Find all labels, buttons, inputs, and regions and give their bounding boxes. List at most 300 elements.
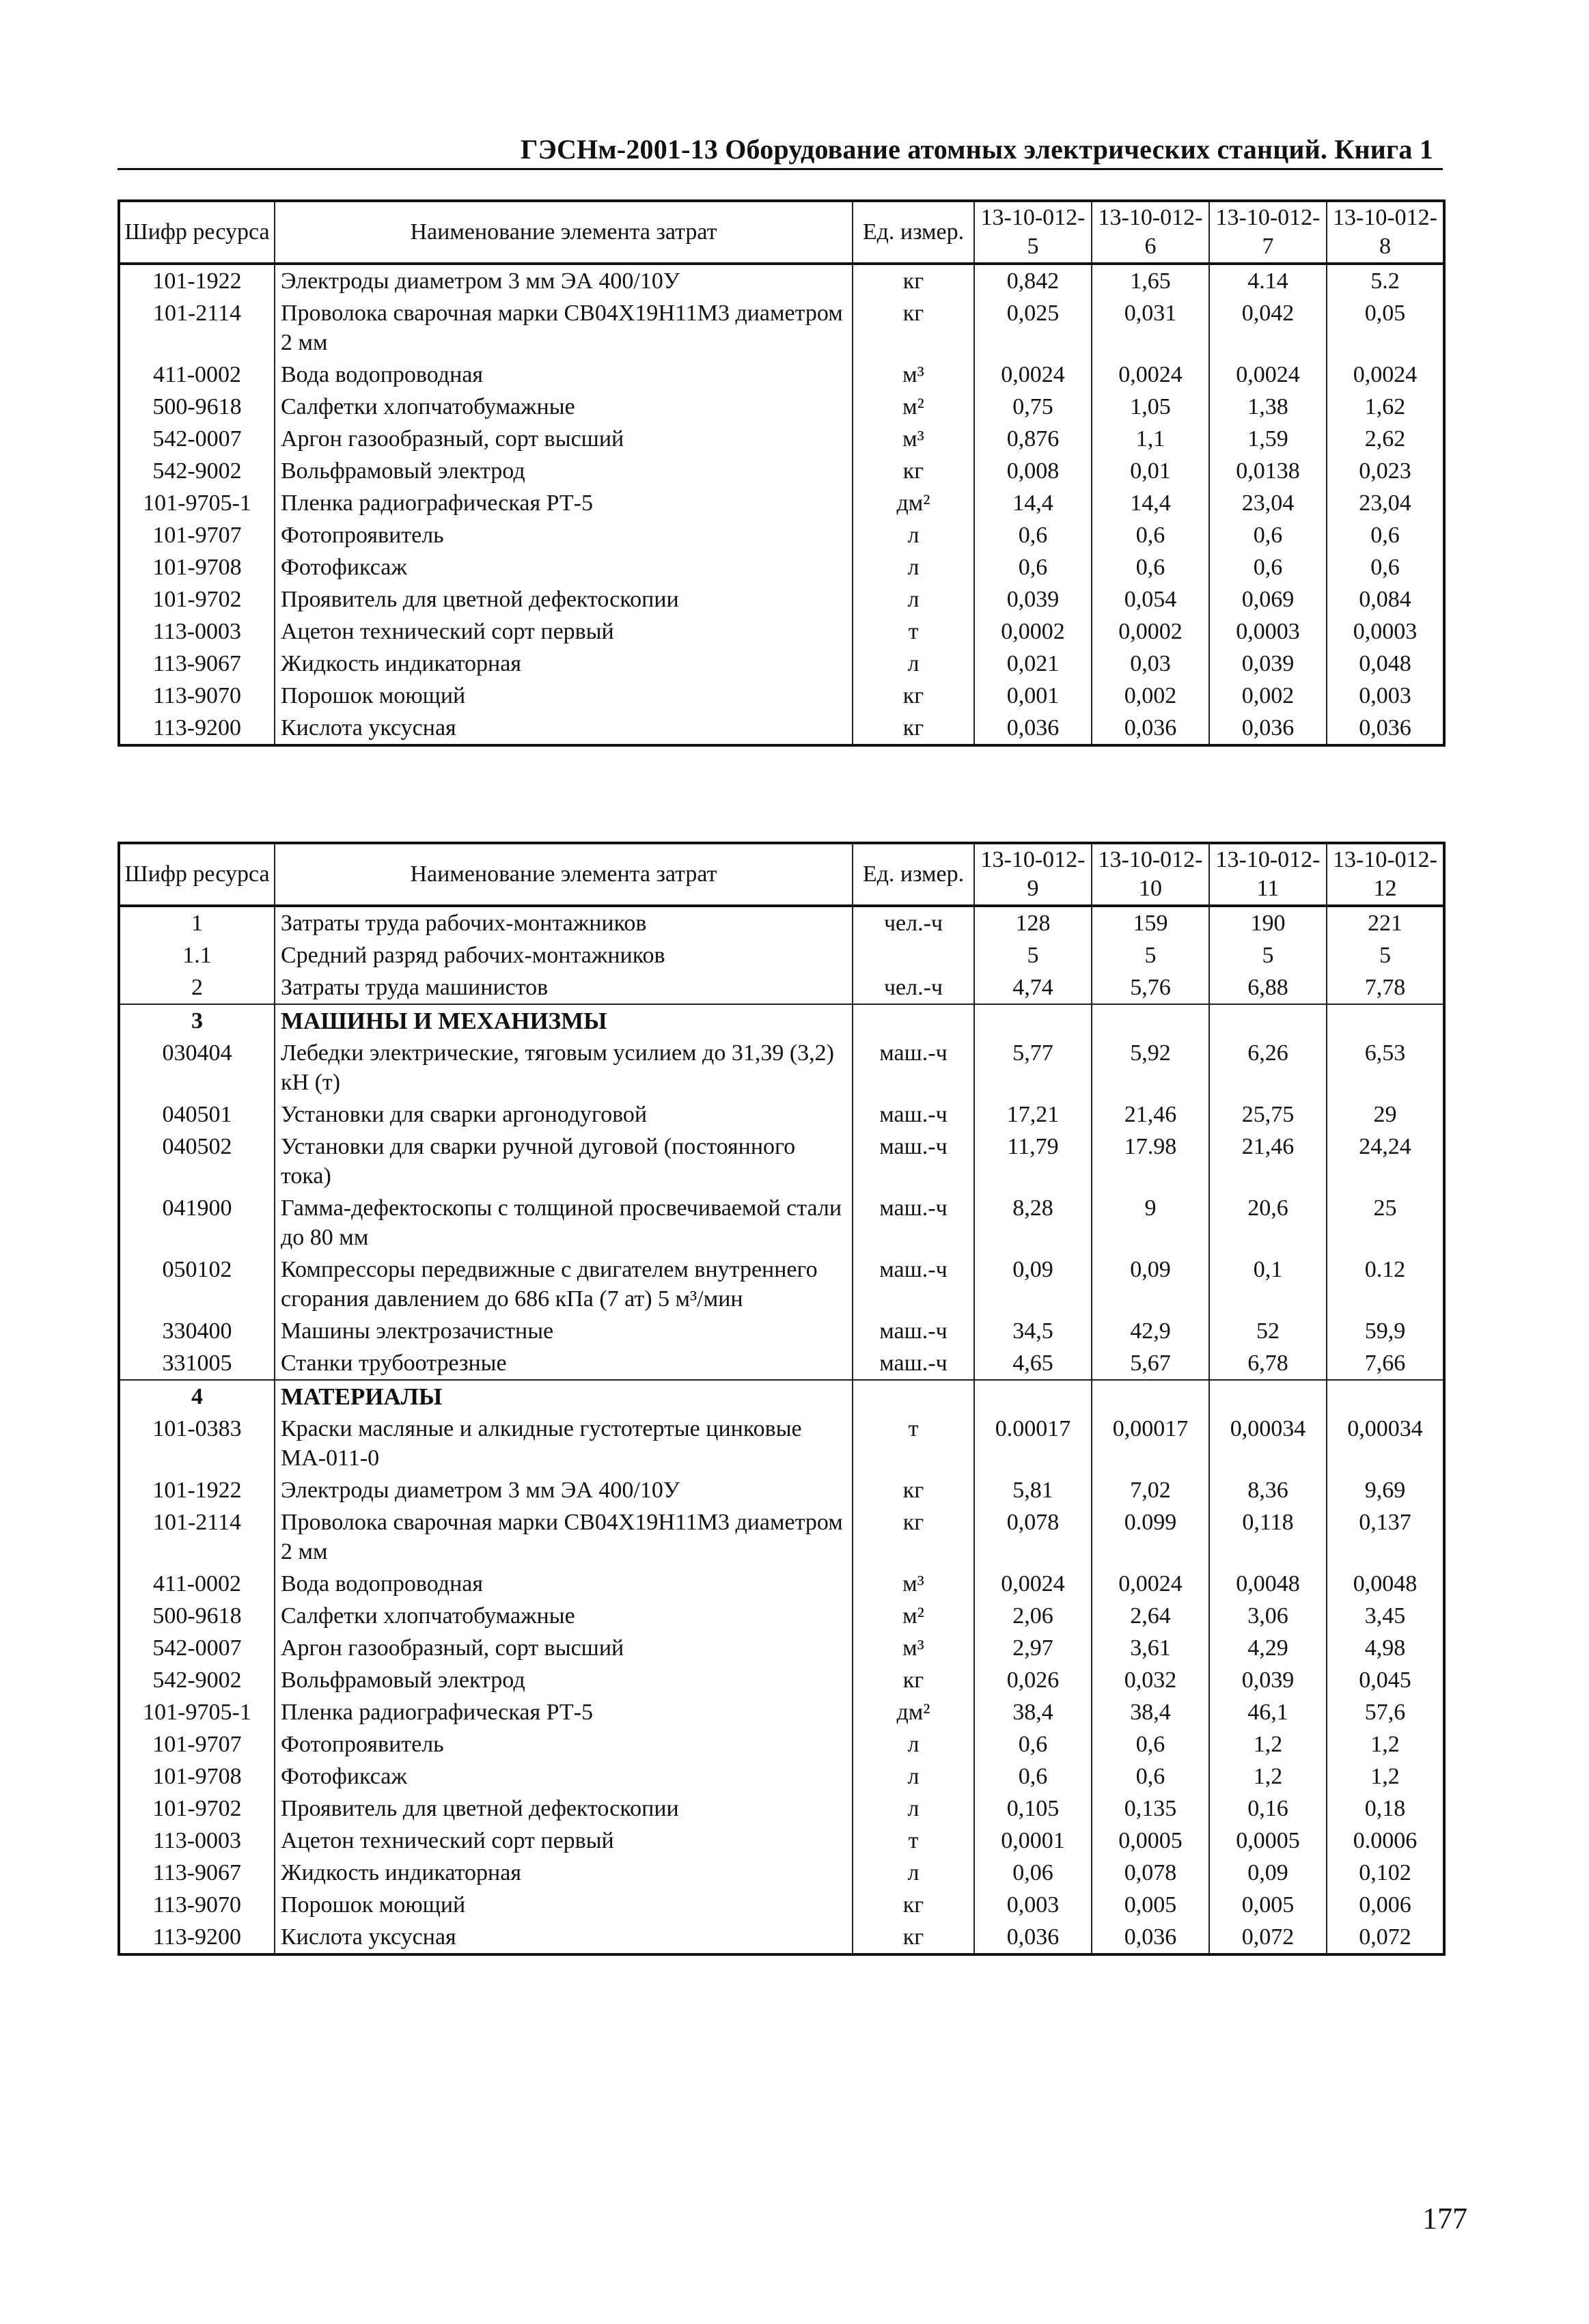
resource-code-cell: 101-2114 (119, 1506, 275, 1568)
value-cell: 0,0024 (974, 359, 1092, 391)
resource-name-cell: Проявитель для цветной дефектоскопии (275, 1793, 853, 1825)
value-cell (1209, 1004, 1327, 1037)
table-row (119, 1347, 1444, 1380)
value-cell: 5,77 (974, 1037, 1092, 1098)
column-header-name: Наименование элемента затрат (275, 201, 853, 264)
table-row (119, 1889, 1444, 1921)
unit-cell: л (853, 1793, 974, 1825)
value-cell: 2,06 (974, 1600, 1092, 1632)
unit-cell: кг (853, 455, 974, 487)
unit-cell: дм² (853, 487, 974, 519)
unit-cell: т (853, 1413, 974, 1474)
value-cell: 0,0003 (1209, 615, 1327, 648)
resource-code-cell: 101-9705-1 (119, 1696, 275, 1728)
value-cell: 0,0024 (1092, 1568, 1209, 1600)
value-cell: 0,6 (1092, 519, 1209, 551)
value-cell: 5 (1092, 939, 1209, 971)
table-row (119, 1315, 1444, 1347)
value-cell: 0,036 (974, 1921, 1092, 1954)
resource-code-cell: 4 (119, 1380, 275, 1413)
unit-cell: т (853, 1825, 974, 1857)
resource-name-cell: Компрессоры передвижные с двигателем внутреннего сгорания давлением до 686 кПа (7 ат) 5 м³/мин (275, 1254, 853, 1315)
value-cell: 0,1 (1209, 1254, 1327, 1315)
table-row (119, 1728, 1444, 1760)
value-cell: 17.98 (1092, 1131, 1209, 1192)
section-row (119, 1004, 1444, 1037)
value-cell: 42,9 (1092, 1315, 1209, 1347)
table-row (119, 1192, 1444, 1254)
value-cell: 1,38 (1209, 391, 1327, 423)
column-header-code: Шифр ресурса (119, 843, 275, 906)
value-cell: 11,79 (974, 1131, 1092, 1192)
value-cell: 4.14 (1209, 264, 1327, 297)
resource-name-cell: Краски масляные и алкидные густотертые цинковые МА-011-0 (275, 1413, 853, 1474)
value-cell: 0,09 (974, 1254, 1092, 1315)
table-row (119, 1600, 1444, 1632)
resource-code-cell: 030404 (119, 1037, 275, 1098)
unit-cell: м³ (853, 1632, 974, 1664)
resource-name-cell: Пленка радиографическая РТ-5 (275, 1696, 853, 1728)
unit-cell: л (853, 1760, 974, 1793)
table-row (119, 1760, 1444, 1793)
value-cell: 24,24 (1327, 1131, 1444, 1192)
resource-code-cell: 500-9618 (119, 1600, 275, 1632)
resource-code-cell: 040502 (119, 1131, 275, 1192)
value-cell: 7,02 (1092, 1474, 1209, 1506)
resource-code-cell: 411-0002 (119, 359, 275, 391)
value-cell: 52 (1209, 1315, 1327, 1347)
resource-code-cell: 101-9705-1 (119, 487, 275, 519)
resource-name-cell: Жидкость индикаторная (275, 648, 853, 680)
unit-cell (853, 1380, 974, 1413)
value-cell: 0,0024 (1092, 359, 1209, 391)
resource-code-cell: 101-9707 (119, 1728, 275, 1760)
value-cell: 0,0048 (1327, 1568, 1444, 1600)
value-cell: 8,28 (974, 1192, 1092, 1254)
unit-cell: м² (853, 391, 974, 423)
resource-code-cell: 2 (119, 971, 275, 1004)
unit-cell: кг (853, 297, 974, 359)
resource-name-cell: Электроды диаметром 3 мм ЭА 400/10У (275, 1474, 853, 1506)
table-row (119, 1098, 1444, 1131)
table-row (119, 906, 1444, 939)
column-header-norm: 13-10-012-9 (974, 843, 1092, 906)
value-cell: 0,06 (974, 1857, 1092, 1889)
value-cell: 0,003 (1327, 680, 1444, 712)
value-cell: 1,2 (1327, 1728, 1444, 1760)
unit-cell: м³ (853, 359, 974, 391)
value-cell: 5 (1209, 939, 1327, 971)
value-cell: 20,6 (1209, 1192, 1327, 1254)
table-row (119, 423, 1444, 455)
value-cell: 1,05 (1092, 391, 1209, 423)
value-cell: 0,048 (1327, 648, 1444, 680)
resource-name-cell: Ацетон технический сорт первый (275, 615, 853, 648)
unit-cell: м² (853, 1600, 974, 1632)
value-cell: 0,078 (1092, 1857, 1209, 1889)
resource-code-cell: 3 (119, 1004, 275, 1037)
value-cell: 3,61 (1092, 1632, 1209, 1664)
value-cell: 0,045 (1327, 1664, 1444, 1696)
table-row (119, 939, 1444, 971)
value-cell: 0,002 (1092, 680, 1209, 712)
unit-cell: чел.-ч (853, 971, 974, 1004)
value-cell: 0,026 (974, 1664, 1092, 1696)
value-cell: 0,00017 (1092, 1413, 1209, 1474)
value-cell: 0,6 (1209, 551, 1327, 583)
value-cell: 59,9 (1327, 1315, 1444, 1347)
resource-code-cell: 101-9708 (119, 551, 275, 583)
table-row (119, 455, 1444, 487)
unit-cell: л (853, 583, 974, 615)
table-row (119, 1506, 1444, 1568)
table-row (119, 615, 1444, 648)
value-cell: 128 (974, 906, 1092, 939)
resource-code-cell: 1.1 (119, 939, 275, 971)
value-cell: 0,032 (1092, 1664, 1209, 1696)
resource-name-cell: Пленка радиографическая РТ-5 (275, 487, 853, 519)
value-cell: 0,01 (1092, 455, 1209, 487)
resource-name-cell: Фотопроявитель (275, 519, 853, 551)
value-cell: 0,00034 (1327, 1413, 1444, 1474)
value-cell: 25,75 (1209, 1098, 1327, 1131)
section-row (119, 1380, 1444, 1413)
unit-cell: кг (853, 1921, 974, 1954)
value-cell: 2,62 (1327, 423, 1444, 455)
value-cell: 0,054 (1092, 583, 1209, 615)
resource-name-cell: Средний разряд рабочих-монтажников (275, 939, 853, 971)
value-cell: 0,005 (1209, 1889, 1327, 1921)
value-cell: 0,0003 (1327, 615, 1444, 648)
resource-code-cell: 1 (119, 906, 275, 939)
value-cell: 0,023 (1327, 455, 1444, 487)
resource-name-cell: Гамма-дефектоскопы с толщиной просвечиваемой стали до 80 мм (275, 1192, 853, 1254)
resource-code-cell: 542-9002 (119, 455, 275, 487)
value-cell: 57,6 (1327, 1696, 1444, 1728)
table-row (119, 297, 1444, 359)
resource-name-cell: Жидкость индикаторная (275, 1857, 853, 1889)
table-row (119, 1857, 1444, 1889)
table-row (119, 583, 1444, 615)
value-cell: 0,072 (1327, 1921, 1444, 1954)
table-row (119, 1568, 1444, 1600)
resource-name-cell: Фотофиксаж (275, 551, 853, 583)
resource-name-cell: МАШИНЫ И МЕХАНИЗМЫ (275, 1004, 853, 1037)
resource-name-cell: Вольфрамовый электрод (275, 1664, 853, 1696)
value-cell: 1,1 (1092, 423, 1209, 455)
resource-name-cell: Кислота уксусная (275, 1921, 853, 1954)
table-row (119, 487, 1444, 519)
unit-cell: дм² (853, 1696, 974, 1728)
value-cell: 0,118 (1209, 1506, 1327, 1568)
resource-name-cell: Фотофиксаж (275, 1760, 853, 1793)
value-cell: 0,036 (974, 712, 1092, 745)
value-cell: 0,6 (1092, 551, 1209, 583)
value-cell: 14,4 (974, 487, 1092, 519)
unit-cell: маш.-ч (853, 1254, 974, 1315)
table-row (119, 971, 1444, 1004)
table-header-row (119, 843, 1444, 906)
resource-code-cell: 101-9702 (119, 1793, 275, 1825)
unit-cell: маш.-ч (853, 1192, 974, 1254)
value-cell: 0,137 (1327, 1506, 1444, 1568)
value-cell: 0,09 (1209, 1857, 1327, 1889)
value-cell: 0,021 (974, 648, 1092, 680)
value-cell: 1,62 (1327, 391, 1444, 423)
resource-name-cell: Проволока сварочная марки СВ04Х19Н11М3 диаметром 2 мм (275, 1506, 853, 1568)
resource-name-cell: Вода водопроводная (275, 1568, 853, 1600)
resource-name-cell: Установки для сварки ручной дуговой (постоянного тока) (275, 1131, 853, 1192)
resource-code-cell: 113-9200 (119, 712, 275, 745)
value-cell: 0,0005 (1092, 1825, 1209, 1857)
resource-name-cell: МАТЕРИАЛЫ (275, 1380, 853, 1413)
value-cell: 1,2 (1209, 1728, 1327, 1760)
unit-cell: кг (853, 264, 974, 297)
unit-cell: маш.-ч (853, 1315, 974, 1347)
value-cell: 190 (1209, 906, 1327, 939)
value-cell: 0,18 (1327, 1793, 1444, 1825)
unit-cell: т (853, 615, 974, 648)
value-cell: 0,6 (974, 519, 1092, 551)
resource-code-cell: 113-9200 (119, 1921, 275, 1954)
table-header-row (119, 201, 1444, 264)
value-cell: 2,97 (974, 1632, 1092, 1664)
table-row (119, 1793, 1444, 1825)
table-row (119, 1696, 1444, 1728)
unit-cell: кг (853, 1664, 974, 1696)
table-row (119, 1632, 1444, 1664)
resource-code-cell: 331005 (119, 1347, 275, 1380)
value-cell: 6,88 (1209, 971, 1327, 1004)
value-cell: 9 (1092, 1192, 1209, 1254)
unit-cell: л (853, 648, 974, 680)
value-cell: 0,008 (974, 455, 1092, 487)
value-cell: 0,03 (1092, 648, 1209, 680)
value-cell: 0,6 (1327, 551, 1444, 583)
resource-name-cell: Порошок моющий (275, 1889, 853, 1921)
value-cell: 4,29 (1209, 1632, 1327, 1664)
value-cell: 0,6 (1327, 519, 1444, 551)
resource-code-cell: 040501 (119, 1098, 275, 1131)
value-cell: 159 (1092, 906, 1209, 939)
column-header-unit: Ед. измер. (853, 843, 974, 906)
unit-cell: кг (853, 680, 974, 712)
value-cell: 0,135 (1092, 1793, 1209, 1825)
unit-cell (853, 939, 974, 971)
value-cell: 21,46 (1209, 1131, 1327, 1192)
table-row (119, 551, 1444, 583)
value-cell: 0,002 (1209, 680, 1327, 712)
unit-cell: маш.-ч (853, 1347, 974, 1380)
resource-name-cell: Вода водопроводная (275, 359, 853, 391)
page-header (118, 127, 1443, 170)
resource-name-cell: Электроды диаметром 3 мм ЭА 400/10У (275, 264, 853, 297)
value-cell: 0,069 (1209, 583, 1327, 615)
column-header-name: Наименование элемента затрат (275, 843, 853, 906)
resource-code-cell: 050102 (119, 1254, 275, 1315)
value-cell: 0,042 (1209, 297, 1327, 359)
value-cell: 0,05 (1327, 297, 1444, 359)
value-cell: 5,67 (1092, 1347, 1209, 1380)
value-cell: 0,0005 (1209, 1825, 1327, 1857)
value-cell: 5,81 (974, 1474, 1092, 1506)
value-cell: 0,039 (974, 583, 1092, 615)
column-header-norm: 13-10-012-11 (1209, 843, 1327, 906)
table-row (119, 712, 1444, 745)
unit-cell: чел.-ч (853, 906, 974, 939)
value-cell (974, 1004, 1092, 1037)
table-row (119, 1474, 1444, 1506)
value-cell: 0,0002 (1092, 615, 1209, 648)
resource-name-cell: Ацетон технический сорт первый (275, 1825, 853, 1857)
value-cell: 0,00034 (1209, 1413, 1327, 1474)
value-cell: 1,2 (1327, 1760, 1444, 1793)
value-cell: 0,102 (1327, 1857, 1444, 1889)
table-row (119, 1413, 1444, 1474)
value-cell: 0,6 (974, 1760, 1092, 1793)
unit-cell: кг (853, 1889, 974, 1921)
value-cell: 34,5 (974, 1315, 1092, 1347)
value-cell: 0,036 (1092, 1921, 1209, 1954)
value-cell: 0,078 (974, 1506, 1092, 1568)
unit-cell: маш.-ч (853, 1131, 974, 1192)
page-number: 177 (1422, 2202, 1467, 2235)
value-cell: 21,46 (1092, 1098, 1209, 1131)
resource-code-cell: 101-0383 (119, 1413, 275, 1474)
resource-name-cell: Проявитель для цветной дефектоскопии (275, 583, 853, 615)
value-cell: 38,4 (974, 1696, 1092, 1728)
value-cell: 5,76 (1092, 971, 1209, 1004)
resource-code-cell: 411-0002 (119, 1568, 275, 1600)
resource-name-cell: Фотопроявитель (275, 1728, 853, 1760)
resource-name-cell: Салфетки хлопчатобумажные (275, 1600, 853, 1632)
resource-name-cell: Станки трубоотрезные (275, 1347, 853, 1380)
table-row (119, 1825, 1444, 1857)
resource-name-cell: Затраты труда рабочих-монтажников (275, 906, 853, 939)
value-cell: 0,005 (1092, 1889, 1209, 1921)
value-cell: 0,0001 (974, 1825, 1092, 1857)
value-cell (1209, 1380, 1327, 1413)
value-cell: 23,04 (1209, 487, 1327, 519)
value-cell: 0,039 (1209, 1664, 1327, 1696)
value-cell: 5 (974, 939, 1092, 971)
value-cell: 0,0024 (974, 1568, 1092, 1600)
value-cell: 0,036 (1209, 712, 1327, 745)
value-cell: 0.12 (1327, 1254, 1444, 1315)
value-cell (1327, 1004, 1444, 1037)
resource-table-2 (118, 842, 1446, 1956)
value-cell: 0.00017 (974, 1413, 1092, 1474)
value-cell: 4,98 (1327, 1632, 1444, 1664)
value-cell: 17,21 (974, 1098, 1092, 1131)
resource-name-cell: Вольфрамовый электрод (275, 455, 853, 487)
column-header-norm: 13-10-012-7 (1209, 201, 1327, 264)
value-cell (1092, 1004, 1209, 1037)
value-cell: 0,0002 (974, 615, 1092, 648)
resource-code-cell: 113-9067 (119, 648, 275, 680)
table-row (119, 1131, 1444, 1192)
value-cell: 29 (1327, 1098, 1444, 1131)
table-row (119, 264, 1444, 297)
column-header-norm: 13-10-012-12 (1327, 843, 1444, 906)
resource-name-cell: Аргон газообразный, сорт высший (275, 1632, 853, 1664)
value-cell: 0,036 (1092, 712, 1209, 745)
resource-code-cell: 542-0007 (119, 423, 275, 455)
resource-code-cell: 113-9070 (119, 680, 275, 712)
value-cell: 5,92 (1092, 1037, 1209, 1098)
value-cell: 0,084 (1327, 583, 1444, 615)
value-cell: 0,0138 (1209, 455, 1327, 487)
resource-code-cell: 542-9002 (119, 1664, 275, 1696)
resource-code-cell: 101-9707 (119, 519, 275, 551)
column-header-norm: 13-10-012-6 (1092, 201, 1209, 264)
table-row (119, 1037, 1444, 1098)
value-cell: 0,6 (1092, 1760, 1209, 1793)
value-cell: 0,09 (1092, 1254, 1209, 1315)
table-row (119, 648, 1444, 680)
table-row (119, 1921, 1444, 1954)
value-cell (974, 1380, 1092, 1413)
resource-name-cell: Салфетки хлопчатобумажные (275, 391, 853, 423)
value-cell: 0.0006 (1327, 1825, 1444, 1857)
resource-code-cell: 113-9067 (119, 1857, 275, 1889)
value-cell: 38,4 (1092, 1696, 1209, 1728)
unit-cell: л (853, 519, 974, 551)
unit-cell: м³ (853, 423, 974, 455)
resource-name-cell: Проволока сварочная марки СВ04Х19Н11М3 диаметром 2 мм (275, 297, 853, 359)
value-cell: 14,4 (1092, 487, 1209, 519)
value-cell (1092, 1380, 1209, 1413)
table-row (119, 1254, 1444, 1315)
column-header-norm: 13-10-012-5 (974, 201, 1092, 264)
unit-cell (853, 1004, 974, 1037)
column-header-unit: Ед. измер. (853, 201, 974, 264)
value-cell: 4,65 (974, 1347, 1092, 1380)
value-cell: 0,006 (1327, 1889, 1444, 1921)
value-cell: 0,6 (974, 551, 1092, 583)
resource-code-cell: 101-1922 (119, 264, 275, 297)
value-cell: 4,74 (974, 971, 1092, 1004)
value-cell: 0,003 (974, 1889, 1092, 1921)
resource-code-cell: 500-9618 (119, 391, 275, 423)
unit-cell: л (853, 1857, 974, 1889)
value-cell: 1,65 (1092, 264, 1209, 297)
value-cell: 6,26 (1209, 1037, 1327, 1098)
unit-cell: кг (853, 1474, 974, 1506)
value-cell: 3,06 (1209, 1600, 1327, 1632)
value-cell: 6,53 (1327, 1037, 1444, 1098)
resource-code-cell: 113-9070 (119, 1889, 275, 1921)
resource-code-cell: 101-1922 (119, 1474, 275, 1506)
resource-name-cell: Машины электрозачистные (275, 1315, 853, 1347)
value-cell: 9,69 (1327, 1474, 1444, 1506)
resource-code-cell: 113-0003 (119, 1825, 275, 1857)
value-cell: 23,04 (1327, 487, 1444, 519)
resource-code-cell: 101-9702 (119, 583, 275, 615)
resource-name-cell: Аргон газообразный, сорт высший (275, 423, 853, 455)
value-cell: 0,0024 (1209, 359, 1327, 391)
page-header-title: ГЭСНм-2001-13 Оборудование атомных электрических станций. Книга 1 (520, 134, 1433, 165)
value-cell: 0,16 (1209, 1793, 1327, 1825)
resource-table-1 (118, 199, 1446, 747)
value-cell: 0,876 (974, 423, 1092, 455)
value-cell: 0.099 (1092, 1506, 1209, 1568)
value-cell: 46,1 (1209, 1696, 1327, 1728)
table-row (119, 680, 1444, 712)
resource-code-cell: 101-2114 (119, 297, 275, 359)
value-cell: 0,036 (1327, 712, 1444, 745)
value-cell: 5 (1327, 939, 1444, 971)
